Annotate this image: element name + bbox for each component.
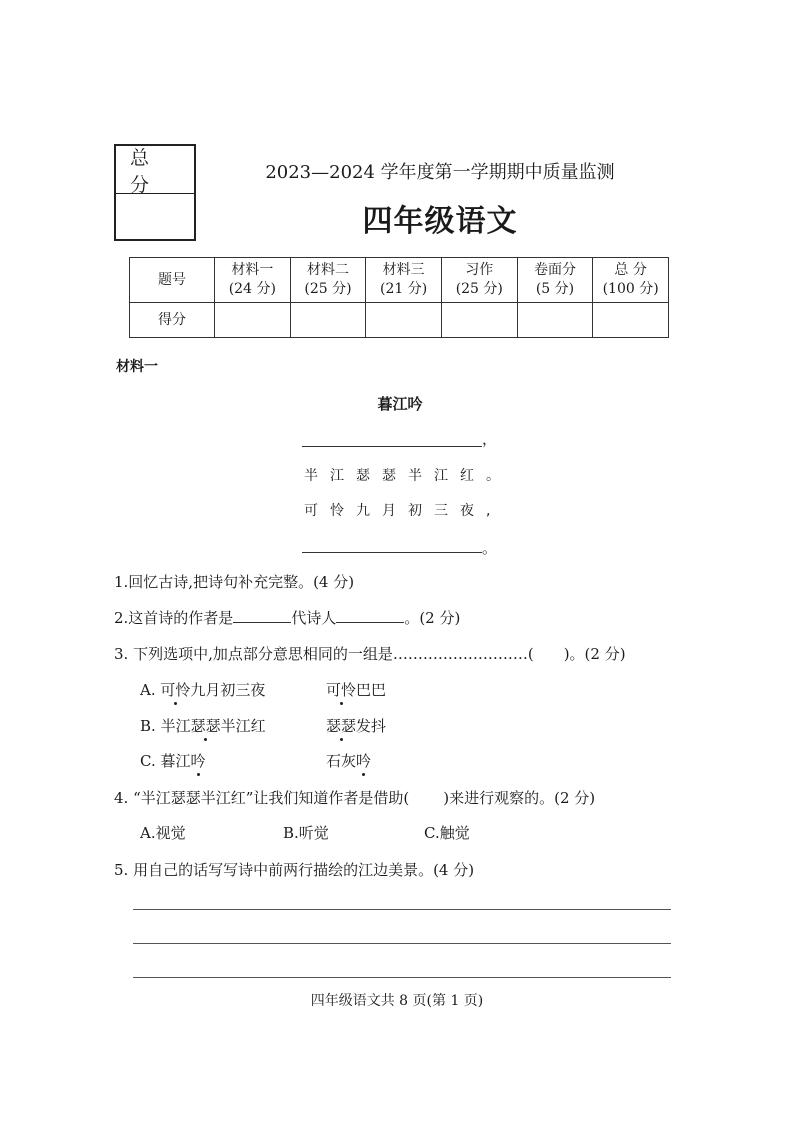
score-cell[interactable]: [593, 303, 669, 338]
score-cell[interactable]: [366, 303, 442, 338]
question-2: 2.这首诗的作者是 代诗人 。(2 分): [114, 609, 461, 627]
score-table: [129, 257, 669, 338]
poem-line-3: 可怜九月初三夜,: [304, 503, 503, 519]
poem-blank-line-1[interactable]: [302, 445, 482, 447]
score-table-header-row: [130, 258, 669, 303]
section-label: 材料一: [116, 359, 158, 375]
total-score-value-cell[interactable]: [116, 194, 194, 239]
column-header-neatness: 卷面分 (5 分): [517, 258, 593, 303]
poet-blank[interactable]: [336, 608, 404, 623]
score-row-label: 得分: [130, 303, 215, 338]
q4-option-b: B.听觉: [283, 824, 329, 842]
column-header-material-2: 材料二 (25 分): [290, 258, 366, 303]
score-cell[interactable]: [215, 303, 291, 338]
poem-period: 。: [482, 539, 498, 557]
poem-blank-line-4[interactable]: [302, 551, 482, 553]
row-header-cell: 题号: [130, 258, 215, 303]
page-footer: 四年级语文共 8 页(第 1 页): [310, 993, 484, 1009]
total-score-label: 总分: [116, 146, 194, 194]
q4-option-c: C.触觉: [424, 824, 470, 842]
question-4: 4. “半江瑟瑟半江红”让我们知道作者是借助( )来进行观察的。(2 分): [114, 789, 596, 807]
total-score-box: [114, 144, 196, 241]
score-cell[interactable]: [290, 303, 366, 338]
question-3: 3. 下列选项中,加点部分意思相同的一组是………………………( )。(2 分): [114, 645, 626, 663]
q3-option-b-left: B. 半江瑟瑟半江红: [140, 717, 266, 735]
q4-option-a: A.视觉: [140, 824, 186, 842]
poem-title: 暮江吟: [377, 395, 423, 413]
q3-option-c-left: C. 暮江吟: [140, 752, 206, 770]
answer-line[interactable]: [133, 977, 671, 978]
column-header-composition: 习作 (25 分): [441, 258, 517, 303]
q3-option-a-right: 可怜巴巴: [326, 681, 387, 699]
answer-line[interactable]: [133, 909, 671, 910]
q3-option-a-left: A. 可怜九月初三夜: [140, 681, 266, 699]
question-5: 5. 用自己的话写写诗中前两行描绘的江边美景。(4 分): [114, 861, 475, 879]
column-header-material-1: 材料一 (24 分): [215, 258, 291, 303]
column-header-material-3: 材料三 (21 分): [366, 258, 442, 303]
poem-line-2: 半江瑟瑟半江红。: [304, 468, 512, 484]
subject-title: 四年级语文: [362, 204, 518, 239]
column-header-total: 总 分 (100 分): [593, 258, 669, 303]
dynasty-blank[interactable]: [233, 608, 291, 623]
question-1: 1.回忆古诗,把诗句补充完整。(4 分): [114, 573, 355, 591]
answer-line[interactable]: [133, 943, 671, 944]
poem-comma: ，: [482, 430, 498, 448]
q3-option-c-right: 石灰吟: [326, 752, 372, 770]
score-table-score-row: [130, 303, 669, 338]
score-cell[interactable]: [441, 303, 517, 338]
score-cell[interactable]: [517, 303, 593, 338]
q3-option-b-right: 瑟瑟发抖: [326, 717, 387, 735]
exam-title: 2023—2024 学年度第一学期期中质量监测: [265, 162, 615, 183]
